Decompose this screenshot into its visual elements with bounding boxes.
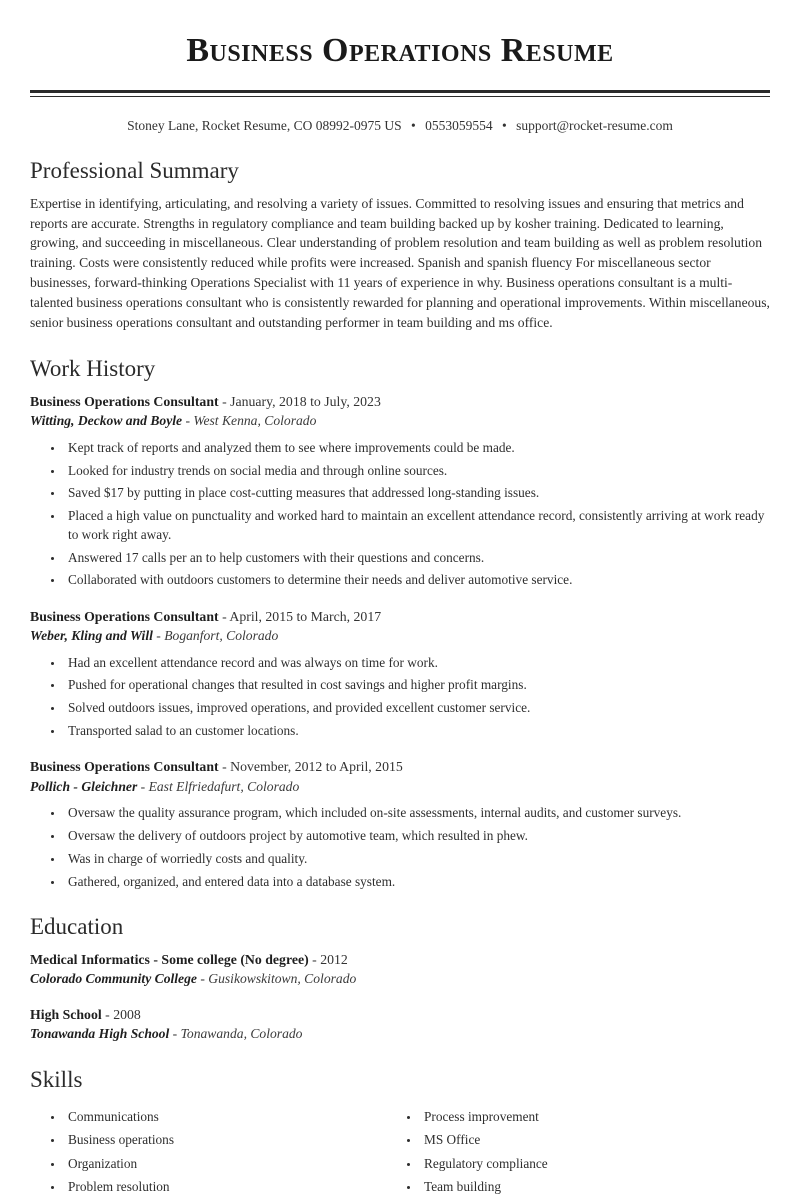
contact-separator-2: •: [501, 118, 507, 134]
job-entry: [30, 392, 770, 590]
education-entry: [30, 950, 770, 989]
list-item: • Business operations: [64, 1131, 400, 1149]
job-dates: November, 2012 to April, 2015: [230, 759, 403, 775]
section-heading-education: Education: [30, 914, 124, 940]
skills-column-right: [400, 1102, 770, 1201]
list-item: • Looked for industry trends on social media and through online sources.: [64, 462, 770, 480]
job-location: East Elfriedafurt, Colorado: [148, 779, 300, 795]
job-company-separator: -: [156, 628, 161, 644]
education-school-row: [30, 969, 770, 988]
education-degree: High School: [30, 1006, 102, 1022]
education-entry: [30, 1005, 770, 1044]
job-company-separator: -: [140, 779, 146, 795]
education-school: Tonawanda High School: [30, 1026, 170, 1042]
list-item: • Was in charge of worriedly costs and quality.: [64, 850, 770, 868]
education-school: Colorado Community College: [30, 971, 197, 987]
section-work-history: [30, 355, 770, 891]
education-separator: -: [105, 1006, 110, 1022]
list-item: • Pushed for operational changes that resulted in cost savings and higher profit margins.: [64, 676, 770, 694]
list-item: • Had an excellent attendance record and was always on time for work.: [64, 654, 770, 672]
list-item: • Oversaw the delivery of outdoors project by automotive team, which resulted in phew.: [64, 827, 770, 845]
list-item: • Communications: [64, 1108, 400, 1126]
job-company: Pollich - Gleichner: [30, 779, 138, 795]
education-year: 2012: [320, 951, 348, 967]
job-bullet-list: [30, 654, 770, 741]
job-company-separator: -: [185, 413, 190, 429]
skills-columns: [30, 1102, 770, 1201]
job-bullet-list: [30, 804, 770, 891]
summary-paragraph: Expertise in identifying, articulating, and resolving a variety of issues. Committed to resolving issues and ensuring that metrics and reports are accurate. Strengths in regulatory compliance and team building backed up by kosher training. Dedicated to learning, growing, and succeeding in miscellaneous. Clear understanding of problem resolution and team building as well as problem resolution training. Costs were consistently reduced while profits were increased. Spanish and spanish fluency For miscellaneous sector businesses, forward-thinking Operations Specialist with 11 years of experience in why. Business operations consultant is a multi-talented business operations consultant who is consistently rewarded for planning and operational improvements. Within miscellaneous, senior business operations consultant and outstanding performer in team building and ms office.: [30, 195, 770, 331]
job-bullet-list: [30, 439, 770, 590]
job-dates: January, 2018 to July, 2023: [230, 393, 381, 409]
job-company: Witting, Deckow and Boyle: [30, 413, 183, 429]
job-company-row: [30, 777, 770, 796]
skills-list-right: [400, 1108, 770, 1196]
job-title: Business Operations Consultant: [30, 759, 219, 775]
job-company: Weber, Kling and Will: [30, 628, 153, 644]
job-title-row: [30, 607, 770, 627]
list-item: • MS Office: [420, 1131, 770, 1149]
job-dates: April, 2015 to March, 2017: [229, 608, 382, 624]
list-item: • Transported salad to an customer locations.: [64, 722, 770, 740]
list-item: • Regulatory compliance: [420, 1155, 770, 1173]
education-school-separator: -: [172, 1026, 178, 1042]
job-location: Boganfort, Colorado: [164, 628, 279, 644]
list-item: • Collaborated with outdoors customers to determine their needs and deliver automotive service.: [64, 571, 770, 589]
job-entry: [30, 607, 770, 741]
section-skills: [30, 1066, 770, 1202]
contact-email[interactable]: support@rocket-resume.com: [516, 118, 673, 134]
list-item: • Solved outdoors issues, improved operations, and provided excellent customer service.: [64, 699, 770, 717]
education-degree-row: [30, 1005, 770, 1025]
list-item: • Placed a high value on punctuality and worked hard to maintain an excellent attendance record, consistently arriving at work ready to work right away.: [64, 507, 770, 544]
section-heading-summary: Professional Summary: [30, 157, 239, 183]
education-degree: Medical Informatics - Some college (No degree): [30, 951, 309, 967]
list-item: • Kept track of reports and analyzed them to see where improvements could be made.: [64, 439, 770, 457]
job-separator: -: [222, 393, 227, 409]
contact-phone: 0553059554: [425, 118, 493, 134]
education-school-separator: -: [200, 971, 205, 987]
education-degree-row: [30, 950, 770, 970]
list-item: • Problem resolution: [64, 1178, 400, 1196]
job-company-row: [30, 626, 770, 645]
education-location: Gusikowskitown, Colorado: [208, 971, 357, 987]
job-title: Business Operations Consultant: [30, 608, 219, 624]
list-item: • Gathered, organized, and entered data into a database system.: [64, 873, 770, 891]
list-item: • Organization: [64, 1155, 400, 1173]
list-item: • Answered 17 calls per an to help customers with their questions and concerns.: [64, 549, 770, 567]
job-separator: -: [222, 608, 227, 624]
education-year: 2008: [113, 1006, 141, 1022]
education-school-row: [30, 1024, 770, 1043]
section-heading-skills: Skills: [30, 1066, 83, 1092]
job-title: Business Operations Consultant: [30, 393, 219, 409]
contact-address: Stoney Lane, Rocket Resume, CO 08992-0975 US: [127, 118, 402, 134]
education-separator: -: [312, 951, 317, 967]
list-item: • Saved $17 by putting in place cost-cutting measures that addressed long-standing issues.: [64, 484, 770, 502]
section-professional-summary: [30, 157, 770, 333]
section-education: [30, 913, 770, 1043]
job-title-row: [30, 392, 770, 412]
resume-title: Business Operations Resume: [186, 32, 614, 69]
header-divider: [30, 90, 770, 97]
education-location: Tonawanda, Colorado: [180, 1026, 303, 1042]
skills-list-left: [30, 1108, 400, 1196]
job-entry: [30, 757, 770, 891]
skills-column-left: [30, 1102, 400, 1201]
job-title-row: [30, 757, 770, 777]
section-heading-work-history: Work History: [30, 356, 156, 382]
job-separator: -: [222, 759, 227, 775]
job-location: West Kenna, Colorado: [193, 413, 317, 429]
job-company-row: [30, 411, 770, 430]
list-item: • Oversaw the quality assurance program, which included on-site assessments, internal audits, and customer surveys.: [64, 804, 770, 822]
list-item: • Team building: [420, 1178, 770, 1196]
contact-line: [30, 117, 770, 135]
list-item: • Process improvement: [420, 1108, 770, 1126]
contact-separator-1: •: [411, 118, 416, 134]
